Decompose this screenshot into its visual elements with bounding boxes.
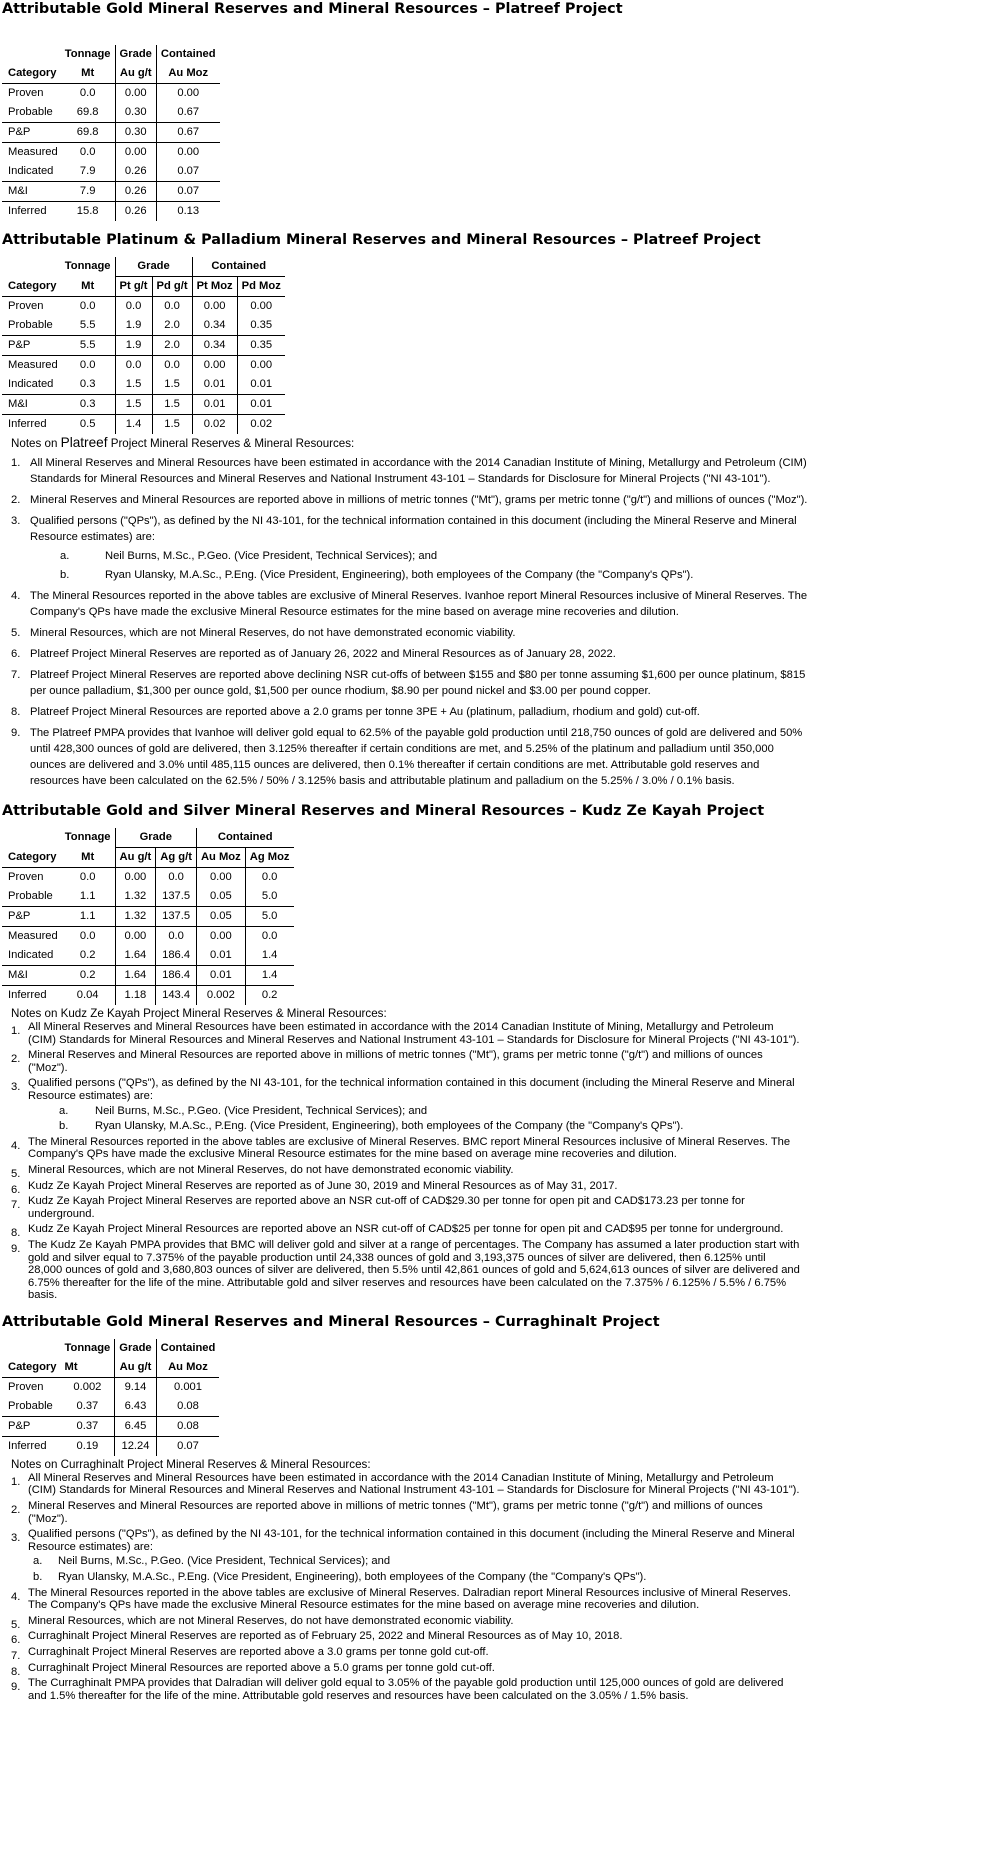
table-cell: 0.01 (196, 966, 245, 986)
table-cell: 0.00 (250, 359, 273, 371)
table-cell: M&I (2, 182, 61, 202)
table-cell: 0.13 (177, 205, 200, 217)
table-cell: 0.26 (115, 182, 156, 202)
qp-item-a: a. Neil Burns, M.Sc., P.Geo. (Vice President, Technical Services); and (59, 1104, 428, 1117)
table-cell: 9.14 (115, 1377, 156, 1397)
table-cell: 7.9 (61, 182, 115, 202)
table-cell: 1.1 (61, 907, 115, 927)
col-header: Category (2, 848, 61, 868)
table-cell: 0.34 (192, 336, 237, 356)
col-header: Mt (61, 1358, 115, 1378)
table-row (2, 415, 285, 435)
list-item: 3. Qualified persons ("QPs"), as defined by the NI 43-101, for the technical information contained in this document (including the Mineral Reserve and Mineral Resource estimates) are: a. Neil Burns, M.Sc., P.Geo. (Vice President, Technical Services); and b. Ryan Ulansky, M.A.Sc., P.Eng. (Vice President, Engineering), both employees of the Company (the "Company's QPs"). (2, 1528, 800, 1583)
list-item: 8. Kudz Ze Kayah Project Mineral Resources are reported above an NSR cut-off of CAD$25 per tonne for open pit and CAD$95 per tonne for underground. (11, 1223, 784, 1240)
table-cell: 137.5 (156, 907, 197, 927)
list-item: 9. The Curraghinalt PMPA provides that Dalradian will deliver gold equal to 3.05% of the payable gold production until 125,000 ounces of gold are delivered and 1.5% thereafter for the life of the mine. Attributable gold reserves and resources have been calculated on the 3.05% / 1.5% basis. (11, 1677, 784, 1702)
table-cell: 0.0 (61, 927, 115, 947)
list-item: 2. Mineral Reserves and Mineral Resources are reported above in millions of metric tonnes ("Mt"), grams per metric tonne ("g/t") and millions of ounces ("Moz"). (11, 494, 808, 506)
table-row (2, 868, 294, 888)
table-cell: Probable (2, 316, 61, 336)
table-cell: 0.0 (152, 297, 192, 317)
table-cell: 69.8 (61, 123, 115, 143)
col-header: Category (2, 64, 61, 84)
table-cell: 0.2 (261, 989, 278, 1001)
table-cell: 1.64 (115, 966, 156, 986)
col-header: Mt (61, 64, 115, 84)
col-header: Category (2, 277, 61, 297)
table-cell: 5.5 (61, 336, 115, 356)
col-header: Au g/t (115, 64, 156, 84)
col-header: Contained (160, 48, 216, 60)
list-item: 1. All Mineral Reserves and Mineral Resources have been estimated in accordance with the 2014 Canadian Institute of Mining, Metallurgy and Petroleum (CIM) Standards for Mineral Resources and Mineral Reserves and National Instrument 43-101 – Standards for Disclosure for Mineral Projects ("NI 43-101"). (11, 1021, 800, 1046)
table-cell: 0.0 (61, 84, 115, 104)
table-cell: 186.4 (156, 966, 197, 986)
col-header: Pt g/t (115, 277, 152, 297)
table-cell: 0.0 (61, 868, 115, 888)
table-row (2, 182, 220, 202)
col-header: Category (2, 1358, 61, 1378)
table-cell: 0.67 (156, 123, 219, 143)
notes-list-kudz-ze-kayah (2, 1021, 995, 1302)
list-item: 2. Mineral Reserves and Mineral Resources are reported above in millions of metric tonnes ("Mt"), grams per metric tonne ("g/t") and millions of ounces ("Moz"). (11, 1049, 763, 1074)
table-row (2, 336, 285, 356)
table-cell: 0.00 (196, 868, 245, 888)
qp-item-a: a. Neil Burns, M.Sc., P.Geo. (Vice President, Technical Services); and (60, 550, 438, 562)
list-item: 7. Platreef Project Mineral Reserves are reported above declining NSR cut-offs of between $155 and $80 per tonne assuming $1,600 per ounce platinum, $815 per ounce palladium, $1,300 per ounce gold, $1,500 per ounce rhodium, $8.90 per pound nickel and $3.00 per pound copper. (11, 669, 806, 697)
notes-title-curraghinalt: Notes on Curraghinalt Project Mineral Reserves & Mineral Resources: (11, 1457, 371, 1471)
table-cell: 0.07 (156, 162, 219, 182)
table-cell: 0.26 (115, 202, 156, 222)
col-header: Tonnage (61, 257, 115, 277)
qp-item-a: a. Neil Burns, M.Sc., P.Geo. (Vice President, Technical Services); and (33, 1555, 391, 1568)
list-item: 5. Mineral Resources, which are not Mineral Reserves, do not have demonstrated economic viability. (11, 627, 516, 639)
table-cell: 0.00 (115, 143, 156, 163)
table-row (2, 84, 220, 104)
list-item: 3. Qualified persons ("QPs"), as defined by the NI 43-101, for the technical information contained in this document (including the Mineral Reserve and Mineral Resource estimates) are: a. Neil Burns, M.Sc., P.Geo. (Vice President, Technical Services); and b. Ryan Ulansky, M.A.Sc., P.Eng. (Vice President, Engineering), both employees of the Company (the "Company's QPs"). (2, 1077, 800, 1132)
table-cell: 0.30 (115, 123, 156, 143)
list-item: 2. Mineral Reserves and Mineral Resources are reported above in millions of metric tonnes ("Mt"), grams per metric tonne ("g/t") and millions of ounces ("Moz"). (11, 1500, 763, 1525)
table-row (2, 966, 294, 986)
table-cell: 0.00 (192, 356, 237, 376)
table-cell: 0.00 (196, 927, 245, 947)
list-item: 5. Mineral Resources, which are not Mineral Reserves, do not have demonstrated economic viability. (11, 1614, 514, 1631)
table-cell: 69.8 (61, 103, 115, 123)
qp-item-b: b. Ryan Ulansky, M.A.Sc., P.Eng. (Vice President, Engineering), both employees of the Company (the "Company's QPs"). (60, 569, 694, 581)
table-row (2, 1397, 219, 1417)
list-item: 5. Mineral Resources, which are not Mineral Reserves, do not have demonstrated economic viability. (11, 1163, 514, 1180)
table-cell: Measured (8, 930, 58, 942)
table-curraghinalt (2, 1339, 219, 1456)
table-row (2, 887, 294, 907)
list-item: 8. Curraghinalt Project Mineral Resources are reported above a 5.0 grams per tonne gold cut-off. (11, 1661, 495, 1678)
table-platreef-gold (2, 45, 220, 221)
table-cell: 0.0 (261, 930, 278, 942)
table-cell: 0.04 (61, 986, 115, 1006)
table-cell: 6.43 (115, 1397, 156, 1417)
list-item: 7. Kudz Ze Kayah Project Mineral Reserves are reported above an NSR cut-off of CAD$29.30 per tonne for open pit and CAD$173.23 per tonne for underground. (11, 1195, 745, 1220)
table-cell: Measured (8, 359, 58, 371)
table-cell: 1.64 (115, 946, 156, 966)
col-header: Pt Moz (192, 277, 237, 297)
list-item: 1. All Mineral Reserves and Mineral Resources have been estimated in accordance with the 2014 Canadian Institute of Mining, Metallurgy and Petroleum (CIM) Standards for Mineral Resources and Mineral Reserves and National Instrument 43-101 – Standards for Disclosure for Mineral Projects ("NI 43-101"). (11, 1471, 800, 1497)
col-header: Grade (115, 1339, 156, 1358)
section-title-kudz-ze-kayah: Attributable Gold and Silver Mineral Reserves and Mineral Resources – Kudz Ze Kayah Project (2, 803, 765, 819)
table-cell: 0.002 (61, 1377, 115, 1397)
table-cell: 0.35 (237, 316, 285, 336)
table-cell: 7.9 (61, 162, 115, 182)
table-cell: 0.01 (237, 395, 285, 415)
table-row (2, 143, 220, 163)
table-cell: Proven (8, 871, 44, 883)
table-cell: 0.07 (156, 182, 219, 202)
table-cell: 0.00 (177, 87, 200, 99)
table-cell: 0.5 (61, 415, 115, 435)
table-cell: 0.0 (115, 356, 152, 376)
table-row (2, 356, 285, 376)
notes-list-platreef (2, 455, 995, 789)
table-cell: 0.02 (250, 418, 273, 430)
table-cell: 0.19 (61, 1436, 115, 1456)
table-cell: 1.32 (115, 887, 156, 907)
table-cell: Proven (8, 300, 44, 312)
notes-list-curraghinalt (2, 1472, 995, 1703)
col-header: Contained (160, 1341, 216, 1354)
table-cell: 1.5 (115, 395, 152, 415)
table-cell: 0.0 (156, 927, 197, 947)
table-cell: 0.26 (115, 162, 156, 182)
table-row (2, 123, 220, 143)
table-cell: 0.34 (192, 316, 237, 336)
table-cell: 1.5 (152, 415, 192, 435)
table-cell: 2.0 (152, 336, 192, 356)
col-header: Pd g/t (152, 277, 192, 297)
col-header: Mt (61, 277, 115, 297)
list-item: 6. Curraghinalt Project Mineral Reserves are reported as of February 25, 2022 and Mineral Resources as of May 10, 2018. (11, 1630, 623, 1647)
list-item: 6. Kudz Ze Kayah Project Mineral Reserves are reported as of June 30, 2019 and Mineral Resources as of May 31, 2017. (11, 1179, 618, 1196)
table-row (2, 946, 294, 966)
col-header: Grade (115, 45, 156, 64)
col-header: Mt (61, 848, 115, 868)
table-cell: 0.37 (61, 1416, 115, 1436)
table-cell: 0.00 (192, 297, 237, 317)
table-cell: Measured (8, 146, 58, 158)
table-cell: 0.30 (115, 103, 156, 123)
table-cell: M&I (2, 966, 61, 986)
col-header: Pd Moz (237, 277, 285, 297)
table-cell: 0.0 (261, 871, 278, 883)
table-cell: 186.4 (156, 946, 197, 966)
section-title-platreef-gold: Attributable Gold Mineral Reserves and Mineral Resources – Platreef Project (2, 1, 623, 17)
table-cell: 0.00 (250, 300, 273, 312)
table-cell: 2.0 (152, 316, 192, 336)
table-row (2, 202, 220, 222)
table-cell: Indicated (2, 162, 61, 182)
table-cell: 0.0 (115, 297, 152, 317)
table-cell: 1.4 (115, 415, 152, 435)
table-cell: P&P (2, 1416, 61, 1436)
col-header: Au g/t (115, 1358, 156, 1378)
col-header: Tonnage (61, 828, 115, 848)
table-cell: 0.05 (196, 907, 245, 927)
table-cell: P&P (2, 907, 61, 927)
table-row (2, 927, 294, 947)
list-item: 3. Qualified persons ("QPs"), as defined by the NI 43-101, for the technical information contained in this document (including the Mineral Reserve and Mineral Resource estimates) are: a. Neil Burns, M.Sc., P.Geo. (Vice President, Technical Services); and b. Ryan Ulansky, M.A.Sc., P.Eng. (Vice President, Engineering), both employees of the Company (the "Company's QPs"). (2, 513, 810, 583)
table-row (2, 395, 285, 415)
table-cell: 1.32 (115, 907, 156, 927)
table-cell: 1.5 (152, 395, 192, 415)
table-cell: Probable (2, 1397, 61, 1417)
table-cell: 5.0 (245, 907, 293, 927)
table-cell: 0.2 (61, 946, 115, 966)
table-row (2, 1436, 219, 1456)
table-cell: 0.35 (237, 336, 285, 356)
table-row (2, 297, 285, 317)
col-header: Grade (115, 828, 196, 848)
table-cell: P&P (2, 123, 61, 143)
table-cell: 1.9 (115, 336, 152, 356)
section-title-platreef-pgm: Attributable Platinum & Palladium Mineral Reserves and Mineral Resources – Platreef Project (2, 232, 761, 248)
table-cell: 1.4 (245, 946, 293, 966)
col-header: Au Moz (196, 848, 245, 868)
col-header: Au Moz (156, 1358, 219, 1378)
table-cell: 15.8 (61, 202, 115, 222)
col-header: Au Moz (156, 64, 219, 84)
col-header: Tonnage (61, 1339, 115, 1358)
table-cell: P&P (2, 336, 61, 356)
table-cell: 0.002 (196, 986, 245, 1006)
table-row (2, 103, 220, 123)
table-cell: 1.1 (61, 887, 115, 907)
table-row (2, 986, 294, 1006)
col-header: Ag g/t (156, 848, 197, 868)
table-cell: Indicated (2, 946, 61, 966)
list-item: 7. Curraghinalt Project Mineral Reserves are reported above a 3.0 grams per tonne gold cut-off. (11, 1646, 489, 1662)
list-item: 9. The Kudz Ze Kayah PMPA provides that BMC will deliver gold and silver at a range of percentages. The Company has assumed a later production start with gold and silver equal to 7.375% of the payable production until 24,338 ounces of gold and 3,193,375 ounces of silver are delivered, then 6.125% until 28,000 ounces of gold and 3,680,803 ounces of silver are delivered, then 5.5% until 42,861 ounces of gold and 5,624,613 ounces of silver are delivered and 6.75% thereafter for the life of the mine. Attributable gold and silver reserves and resources have been calculated on the 7.375% / 6.125% / 5.5% / 6.75% basis. (11, 1238, 800, 1302)
table-cell: 1.9 (115, 316, 152, 336)
table-kudz-ze-kayah (2, 828, 294, 1005)
table-cell: 0.00 (115, 868, 156, 888)
table-cell: 0.07 (177, 1439, 199, 1452)
table-platreef-pgm (2, 257, 285, 434)
table-cell: 5.5 (61, 316, 115, 336)
list-item: 9. The Platreef PMPA provides that Ivanhoe will deliver gold equal to 62.5% of the payable gold production until 218,750 ounces of gold are delivered and 50% until 428,300 ounces of gold are delivered, then 3.125% thereafter if certain conditions are met, and 5.25% of the platinum and palladium until 350,000 ounces are delivered and 3.0% until 485,115 ounces are delivered, then 0.1% thereafter if certain conditions are met. Attributable gold reserves and resources have been calculated on the 62.5% / 50% / 3.125% basis and attributable platinum and palladium on the 5.25% / 3.0% / 0.1% basis. (11, 727, 803, 787)
list-item: 8. Platreef Project Mineral Resources are reported above a 2.0 grams per tonne 3PE + Au (platinum, palladium, rhodium and gold) cut-off. (11, 706, 700, 718)
table-cell: 0.00 (115, 84, 156, 104)
table-row (2, 375, 285, 395)
table-cell: 0.0 (61, 143, 115, 163)
table-cell: 0.08 (156, 1397, 219, 1417)
table-cell: 0.2 (61, 966, 115, 986)
table-cell: 0.01 (192, 375, 237, 395)
table-cell: 0.0 (156, 868, 197, 888)
table-cell: 0.01 (237, 375, 285, 395)
col-header: Contained (192, 257, 285, 277)
table-cell: 0.05 (196, 887, 245, 907)
table-cell: 1.5 (115, 375, 152, 395)
table-row (2, 1416, 219, 1436)
table-cell: Probable (2, 887, 61, 907)
table-cell: 0.67 (156, 103, 219, 123)
table-cell: 137.5 (156, 887, 197, 907)
table-cell: 0.0 (61, 297, 115, 317)
list-item: 4. The Mineral Resources reported in the above tables are exclusive of Mineral Reserves. Dalradian report Mineral Resources inclusive of Mineral Reserves. The Company's QPs have made the exclusive Mineral Resource estimates for the mine based on average mine recoveries and dilution. (11, 1586, 791, 1612)
table-cell: 1.18 (115, 986, 156, 1006)
table-cell: 143.4 (156, 986, 197, 1006)
col-header: Ag Moz (245, 848, 293, 868)
table-cell: Inferred (8, 205, 47, 217)
table-cell: 0.3 (61, 395, 115, 415)
list-item: 1. All Mineral Reserves and Mineral Resources have been estimated in accordance with the 2014 Canadian Institute of Mining, Metallurgy and Petroleum (CIM) Standards for Mineral Resources and Mineral Reserves and National Instrument 43-101 – Standards for Disclosure for Mineral Projects ("NI 43-101"). (11, 457, 807, 485)
table-cell: Inferred (8, 989, 47, 1001)
qp-item-b: b. Ryan Ulansky, M.A.Sc., P.Eng. (Vice President, Engineering), both employees of the Company (the "Company's QPs"). (59, 1120, 684, 1133)
table-cell: M&I (2, 395, 61, 415)
table-cell: Proven (8, 87, 44, 99)
table-row (2, 907, 294, 927)
table-cell: Inferred (8, 1439, 47, 1452)
table-cell: 0.0 (61, 356, 115, 376)
qp-item-b: b. Ryan Ulansky, M.A.Sc., P.Eng. (Vice President, Engineering), both employees of the Company (the "Company's QPs"). (33, 1571, 647, 1584)
table-cell: Inferred (8, 418, 47, 430)
col-header: Grade (115, 257, 192, 277)
table-cell: 0.3 (61, 375, 115, 395)
table-cell: 0.00 (115, 927, 156, 947)
list-item: 4. The Mineral Resources reported in the above tables are exclusive of Mineral Reserves. BMC report Mineral Resources inclusive of Mineral Reserves. The Company's QPs have made the exclusive Mineral Resource estimates for the mine based on average mine recoveries and dilution. (11, 1135, 791, 1161)
table-cell: 6.45 (115, 1416, 156, 1436)
col-header: Contained (196, 828, 293, 848)
table-cell: 0.01 (196, 946, 245, 966)
table-cell: 0.08 (156, 1416, 219, 1436)
table-cell: 0.00 (177, 146, 200, 158)
table-cell: Indicated (2, 375, 61, 395)
table-cell: 1.4 (245, 966, 293, 986)
notes-title-platreef: Notes on Platreef Project Mineral Reserves & Mineral Resources: (11, 435, 355, 450)
table-cell: 1.5 (152, 375, 192, 395)
table-cell: 12.24 (115, 1436, 156, 1456)
table-cell: 5.0 (245, 887, 293, 907)
col-header: Au g/t (115, 848, 156, 868)
table-cell: 0.37 (61, 1397, 115, 1417)
table-row (2, 162, 220, 182)
table-cell: Proven (8, 1380, 44, 1393)
table-cell: 0.0 (152, 356, 192, 376)
notes-title-kudz-ze-kayah: Notes on Kudz Ze Kayah Project Mineral Reserves & Mineral Resources: (11, 1007, 387, 1020)
table-cell: Probable (2, 103, 61, 123)
table-cell: 0.001 (173, 1380, 202, 1393)
table-row (2, 1377, 219, 1397)
col-header: Tonnage (61, 45, 115, 64)
section-title-curraghinalt: Attributable Gold Mineral Reserves and Mineral Resources – Curraghinalt Project (2, 1313, 660, 1330)
table-row (2, 316, 285, 336)
table-cell: 0.01 (192, 395, 237, 415)
list-item: 4. The Mineral Resources reported in the above tables are exclusive of Mineral Reserves. Ivanhoe report Mineral Resources inclusive of Mineral Reserves. The Company's QPs have made the exclusive Mineral Resource estimates for the mine based on average mine recoveries and dilution. (11, 590, 808, 618)
list-item: 6. Platreef Project Mineral Reserves are reported as of January 26, 2022 and Mineral Resources as of January 28, 2022. (11, 648, 616, 660)
table-cell: 0.02 (192, 415, 237, 435)
